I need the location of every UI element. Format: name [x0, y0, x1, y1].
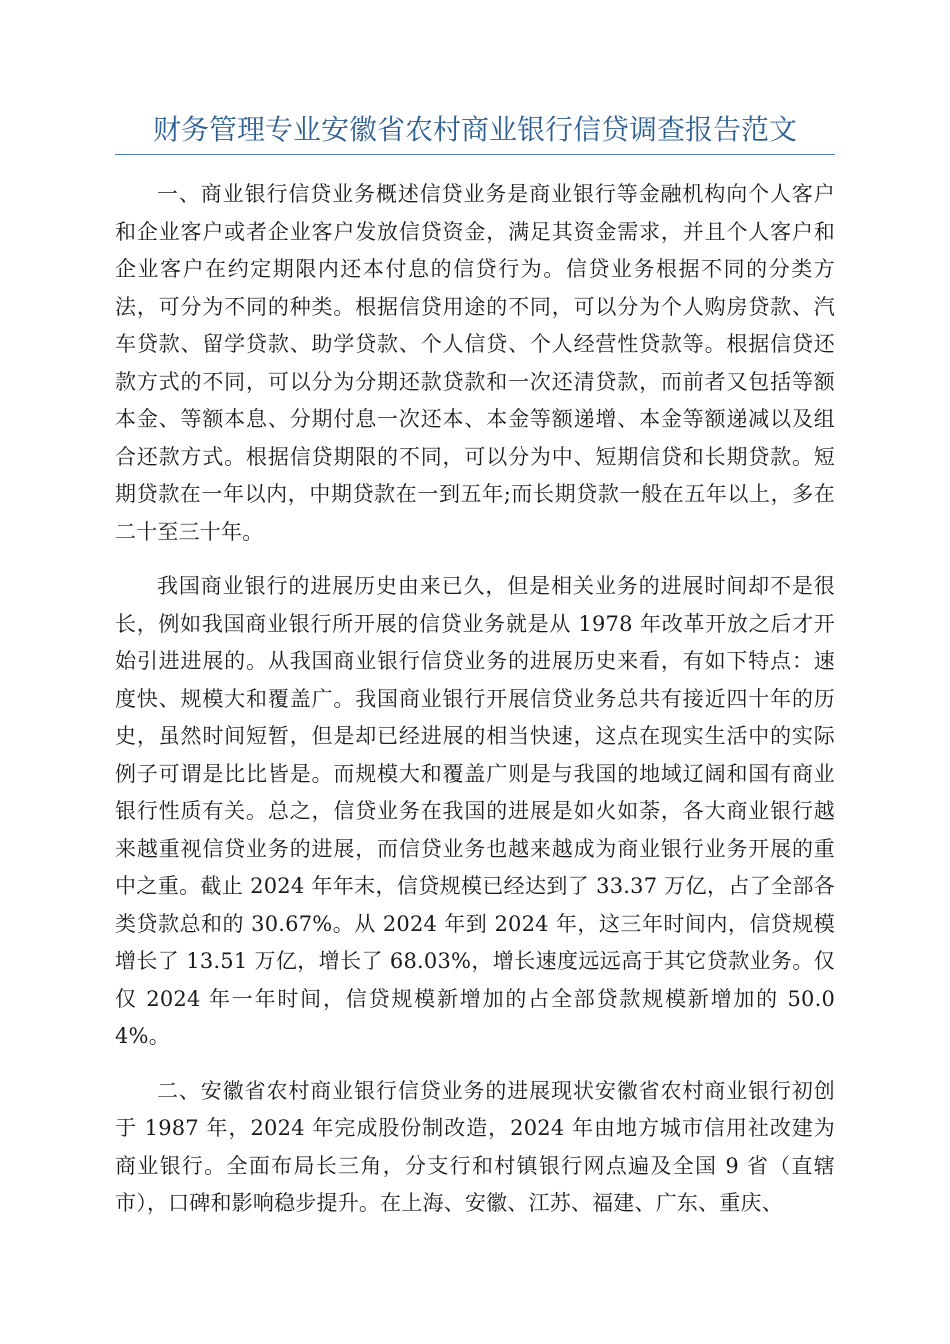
document-title: 财务管理专业安徽省农村商业银行信贷调查报告范文	[115, 110, 835, 155]
paragraph-3: 二、安徽省农村商业银行信贷业务的进展现状安徽省农村商业银行初创于 1987 年，2024 年完成股份制改造，2024 年由地方城市信用社改建为商业银行。全面布局长三角，分支行和村镇银行网点遍及全国 9 省（直辖市），口碑和影响稳步提升。在上海、安徽、江苏、福建、广东、重庆、	[115, 1078, 835, 1215]
paragraph-1: 一、商业银行信贷业务概述信贷业务是商业银行等金融机构向个人客户和企业客户或者企业客户发放信贷资金，满足其资金需求，并且个人客户和企业客户在约定期限内还本付息的信贷行为。信贷业务根据不同的分类方法，可分为不同的种类。根据信贷用途的不同，可以分为个人购房贷款、汽车贷款、留学贷款、助学贷款、个人信贷、个人经营性贷款等。根据信贷还款方式的不同，可以分为分期还款贷款和一次还清贷款，而前者又包括等额本金、等额本息、分期付息一次还本、本金等额递增、本金等额递减以及组合还款方式。根据信贷期限的不同，可以分为中、短期信贷和长期贷款。短期贷款在一年以内，中期贷款在一到五年;而长期贷款一般在五年以上，多在二十至三十年。	[115, 182, 835, 544]
paragraph-2: 我国商业银行的进展历史由来已久，但是相关业务的进展时间却不是很长，例如我国商业银行所开展的信贷业务就是从 1978 年改革开放之后才开始引进进展的。从我国商业银行信贷业务的进展历史来看，有如下特点：速度快、规模大和覆盖广。我国商业银行开展信贷业务总共有接近四十年的历史，虽然时间短暂，但是却已经进展的相当快速，这点在现实生活中的实际例子可谓是比比皆是。而规模大和覆盖广则是与我国的地域辽阔和国有商业银行性质有关。总之，信贷业务在我国的进展是如火如荼，各大商业银行越来越重视信贷业务的进展，而信贷业务也越来越成为商业银行业务开展的重中之重。截止 2024 年年末，信贷规模已经达到了 33.37 万亿，占了全部各类贷款总和的 30.67%。从 2024 年到 2024 年，这三年时间内，信贷规模增长了 13.51 万亿，增长了 68.03%，增长速度远远高于其它贷款业务。仅仅 2024 年一年时间，信贷规模新增加的占全部贷款规模新增加的 50.04%。	[115, 574, 835, 1048]
document-body	[115, 176, 835, 1240]
